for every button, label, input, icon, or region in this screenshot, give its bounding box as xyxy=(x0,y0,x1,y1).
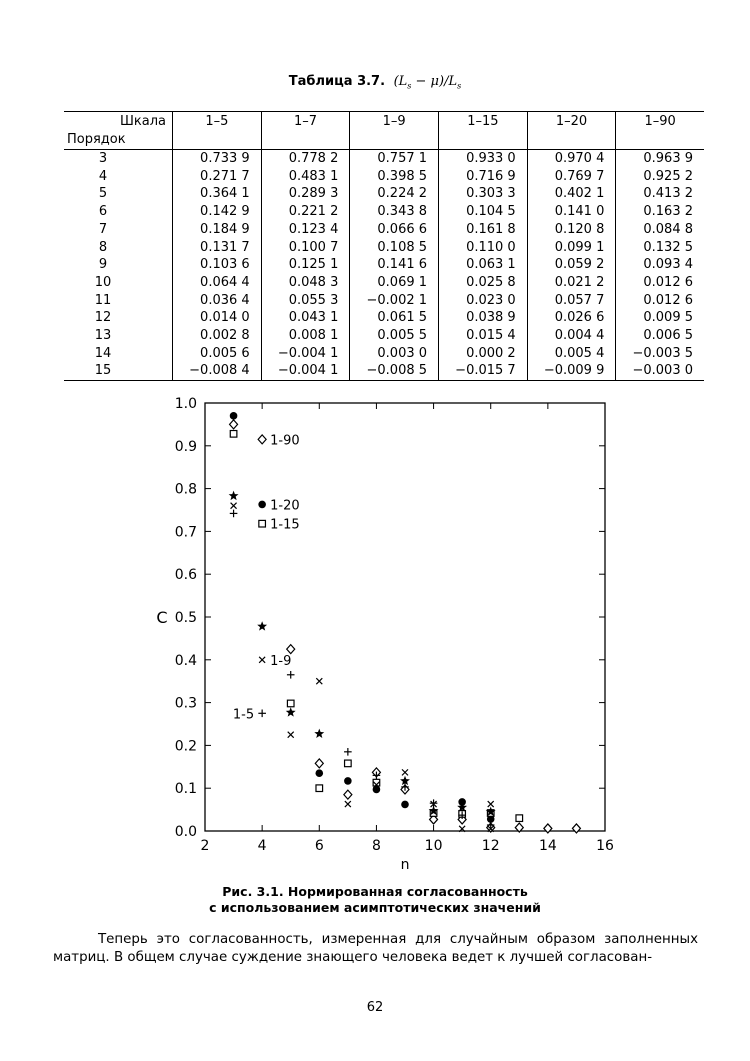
point-1-15 xyxy=(516,815,523,822)
table-cell: 0.224 2 xyxy=(350,185,439,203)
row-order-cell: 10 xyxy=(94,274,112,290)
y-tick-label: 0.1 xyxy=(174,781,197,798)
row-order-cell: 9 xyxy=(98,257,108,273)
table-cell: 0.483 1 xyxy=(261,168,350,186)
point-1-9 xyxy=(488,801,494,807)
table-cell: −0.004 1 xyxy=(261,362,350,380)
row-order-cell: 11 xyxy=(94,292,112,308)
table-cell: 0.015 4 xyxy=(439,327,528,345)
table-cell: 0.271 7 xyxy=(173,168,262,186)
table-row xyxy=(64,150,704,168)
annotation-label: 1-9 xyxy=(270,653,292,669)
table-cell: 0.084 8 xyxy=(616,221,704,239)
table-cell: 0.036 4 xyxy=(173,292,262,310)
column-header: 1–15 xyxy=(439,112,528,150)
header-order-label: Порядок xyxy=(67,132,126,147)
plot-frame xyxy=(205,403,605,831)
table-cell: 0.132 5 xyxy=(616,239,704,257)
table-cell: 0.014 0 xyxy=(173,309,262,327)
annotation-marker xyxy=(258,435,266,444)
body-paragraph xyxy=(53,931,698,967)
table-cell: 0.163 2 xyxy=(616,203,704,221)
table-cell: 0.398 5 xyxy=(350,168,439,186)
table-cell: 0.141 0 xyxy=(527,203,616,221)
row-order-cell: 8 xyxy=(98,239,108,255)
table-cell: 0.038 9 xyxy=(439,309,528,327)
row-order-cell: 4 xyxy=(98,168,108,184)
table-header-row xyxy=(64,112,704,150)
table-caption-formula: $(L_s - \mu)/L_s$ xyxy=(393,74,462,91)
y-tick-label: 0.8 xyxy=(174,481,197,498)
annotation-marker xyxy=(259,657,265,663)
table-row xyxy=(64,327,704,345)
table-cell: 0.769 7 xyxy=(527,168,616,186)
point-1-7 xyxy=(314,729,324,738)
point-1-90 xyxy=(230,420,238,429)
y-tick-label: 0.5 xyxy=(174,610,197,626)
point-1-90 xyxy=(344,790,352,799)
table-cell: −0.003 0 xyxy=(616,362,704,380)
table-cell: 0.006 5 xyxy=(616,327,704,345)
table-cell: 0.043 1 xyxy=(261,309,350,327)
table-cell: 0.026 6 xyxy=(527,309,616,327)
table-cell: 0.289 3 xyxy=(261,185,350,203)
table-cell: 0.055 3 xyxy=(261,292,350,310)
row-order-cell: 13 xyxy=(94,328,112,344)
table-cell: 0.103 6 xyxy=(173,256,262,274)
table-corner-header xyxy=(64,112,173,150)
table-cell: 0.064 4 xyxy=(173,274,262,292)
point-1-5 xyxy=(430,799,438,807)
point-1-9 xyxy=(231,503,237,509)
table-cell: 0.003 0 xyxy=(350,345,439,363)
point-1-9 xyxy=(316,678,322,684)
row-order-cell: 12 xyxy=(94,310,112,326)
table-cell: 0.000 2 xyxy=(439,345,528,363)
table-row xyxy=(64,221,704,239)
table-row xyxy=(64,362,704,380)
point-1-15 xyxy=(230,431,237,438)
y-tick-label: 0.9 xyxy=(174,438,197,455)
y-tick-label: 1.0 xyxy=(174,396,197,412)
table-cell: 0.125 1 xyxy=(261,256,350,274)
point-1-7 xyxy=(257,621,267,630)
x-tick-label: 10 xyxy=(424,838,443,854)
table-cell: −0.008 5 xyxy=(350,362,439,380)
table-cell: 0.757 1 xyxy=(350,150,439,168)
row-order-cell: 5 xyxy=(98,186,108,202)
column-header: 1–7 xyxy=(261,112,350,150)
table-cell: 0.005 4 xyxy=(527,345,616,363)
x-tick-label: 4 xyxy=(257,838,267,854)
x-axis-label: n xyxy=(400,857,410,873)
table-cell: −0.003 5 xyxy=(616,345,704,363)
table-row xyxy=(64,239,704,257)
table-cell: 0.303 3 xyxy=(439,185,528,203)
table-cell: 0.413 2 xyxy=(616,185,704,203)
table-cell: 0.057 7 xyxy=(527,292,616,310)
table-cell: 0.009 5 xyxy=(616,309,704,327)
table-cell: 0.100 7 xyxy=(261,239,350,257)
figure-caption-line-1: Рис. 3.1. Нормированная согласованность xyxy=(222,884,528,899)
point-1-15 xyxy=(345,760,352,767)
table-cell: −0.009 9 xyxy=(527,362,616,380)
row-order-cell: 15 xyxy=(94,363,112,379)
annotation-marker xyxy=(258,710,266,718)
table-cell: 0.933 0 xyxy=(439,150,528,168)
table-cell: 0.716 9 xyxy=(439,168,528,186)
annotation-label: 1-90 xyxy=(270,433,300,449)
point-1-20 xyxy=(315,769,323,777)
point-1-20 xyxy=(230,412,238,420)
y-axis-label: C xyxy=(156,608,168,627)
table-row xyxy=(64,274,704,292)
consistency-table xyxy=(64,111,704,381)
figure-caption xyxy=(0,884,750,916)
column-header: 1–20 xyxy=(527,112,616,150)
point-1-20 xyxy=(344,777,352,785)
table-cell: 0.059 2 xyxy=(527,256,616,274)
table-row xyxy=(64,292,704,310)
table-cell: 0.066 6 xyxy=(350,221,439,239)
table-cell: 0.108 5 xyxy=(350,239,439,257)
table-cell: 0.343 8 xyxy=(350,203,439,221)
x-tick-label: 2 xyxy=(200,838,210,854)
y-tick-label: 0.0 xyxy=(174,824,197,840)
table-cell: 0.963 9 xyxy=(616,150,704,168)
table-cell: 0.110 0 xyxy=(439,239,528,257)
table-cell: 0.778 2 xyxy=(261,150,350,168)
point-1-15 xyxy=(287,700,294,707)
table-cell: −0.002 1 xyxy=(350,292,439,310)
table-cell: 0.005 6 xyxy=(173,345,262,363)
annotation-marker xyxy=(258,501,266,509)
table-cell: 0.061 5 xyxy=(350,309,439,327)
page-number: 62 xyxy=(366,1000,384,1015)
table-cell: 0.141 6 xyxy=(350,256,439,274)
table-cell: 0.093 4 xyxy=(616,256,704,274)
column-header: 1–5 xyxy=(173,112,262,150)
table-cell: 0.925 2 xyxy=(616,168,704,186)
point-1-90 xyxy=(315,759,323,768)
table-cell: 0.048 3 xyxy=(261,274,350,292)
point-1-5 xyxy=(287,671,295,679)
table-cell: 0.023 0 xyxy=(439,292,528,310)
header-scale-label: Шкала xyxy=(120,114,166,129)
annotation-label: 1-20 xyxy=(270,498,300,514)
point-1-9 xyxy=(288,732,294,738)
consistency-chart xyxy=(150,390,620,880)
annotation-label: 1-5 xyxy=(232,707,255,723)
table-cell: 0.142 9 xyxy=(173,203,262,221)
table-cell: 0.008 1 xyxy=(261,327,350,345)
x-tick-label: 12 xyxy=(481,838,500,854)
table-cell: 0.063 1 xyxy=(439,256,528,274)
x-tick-label: 16 xyxy=(596,838,614,854)
point-1-5 xyxy=(230,510,238,518)
table-cell: 0.012 6 xyxy=(616,274,704,292)
row-order-cell: 14 xyxy=(94,345,112,361)
table-cell: 0.002 8 xyxy=(173,327,262,345)
body-paragraph-text: Теперь это согласованность, измеренная для случайным образом заполненных матриц. В общем случае суждение знающего человека ведет к лучшей согласован- xyxy=(53,932,698,965)
point-1-90 xyxy=(287,645,295,654)
table-cell: −0.004 1 xyxy=(261,345,350,363)
y-tick-label: 0.3 xyxy=(174,695,197,712)
table-cell: −0.008 4 xyxy=(173,362,262,380)
table-row xyxy=(64,203,704,221)
y-tick-label: 0.6 xyxy=(174,567,197,584)
table-cell: 0.120 8 xyxy=(527,221,616,239)
y-tick-label: 0.7 xyxy=(174,524,197,541)
column-header: 1–9 xyxy=(350,112,439,150)
table-row xyxy=(64,345,704,363)
table-cell: 0.104 5 xyxy=(439,203,528,221)
row-order-cell: 3 xyxy=(98,151,108,166)
table-cell: 0.004 4 xyxy=(527,327,616,345)
table-row xyxy=(64,309,704,327)
table-cell: 0.131 7 xyxy=(173,239,262,257)
table-cell: 0.025 8 xyxy=(439,274,528,292)
table-cell: −0.015 7 xyxy=(439,362,528,380)
table-cell: 0.005 5 xyxy=(350,327,439,345)
table-cell: 0.021 2 xyxy=(527,274,616,292)
row-order-cell: 7 xyxy=(98,221,108,237)
row-order-cell: 6 xyxy=(98,204,108,220)
table-cell: 0.069 1 xyxy=(350,274,439,292)
table-cell: 0.099 1 xyxy=(527,239,616,257)
column-header: 1–90 xyxy=(616,112,704,150)
annotation-marker xyxy=(259,520,266,527)
point-1-7 xyxy=(286,707,296,716)
figure-caption-line-2: с использованием асимптотических значений xyxy=(209,900,541,915)
table-row xyxy=(64,185,704,203)
point-1-20 xyxy=(401,801,409,809)
point-1-9 xyxy=(402,769,408,775)
table-caption-label: Таблица 3.7. xyxy=(288,74,386,89)
table-cell: 0.184 9 xyxy=(173,221,262,239)
point-1-7 xyxy=(229,491,239,500)
table-row xyxy=(64,168,704,186)
table-cell: 0.221 2 xyxy=(261,203,350,221)
table-cell: 0.123 4 xyxy=(261,221,350,239)
annotation-label: 1-15 xyxy=(270,517,300,533)
y-tick-label: 0.2 xyxy=(174,738,197,755)
x-tick-label: 6 xyxy=(314,838,324,854)
x-tick-label: 8 xyxy=(371,838,381,854)
table-cell: 0.733 9 xyxy=(173,150,262,168)
table-cell: 0.012 6 xyxy=(616,292,704,310)
table-cell: 0.161 8 xyxy=(439,221,528,239)
point-1-9 xyxy=(345,801,351,807)
x-tick-label: 14 xyxy=(538,838,557,854)
y-tick-label: 0.4 xyxy=(174,652,197,669)
point-1-5 xyxy=(344,748,352,756)
table-cell: 0.970 4 xyxy=(527,150,616,168)
table-caption xyxy=(0,74,750,91)
point-1-15 xyxy=(316,785,323,792)
table-row xyxy=(64,256,704,274)
table-cell: 0.402 1 xyxy=(527,185,616,203)
table-cell: 0.364 1 xyxy=(173,185,262,203)
